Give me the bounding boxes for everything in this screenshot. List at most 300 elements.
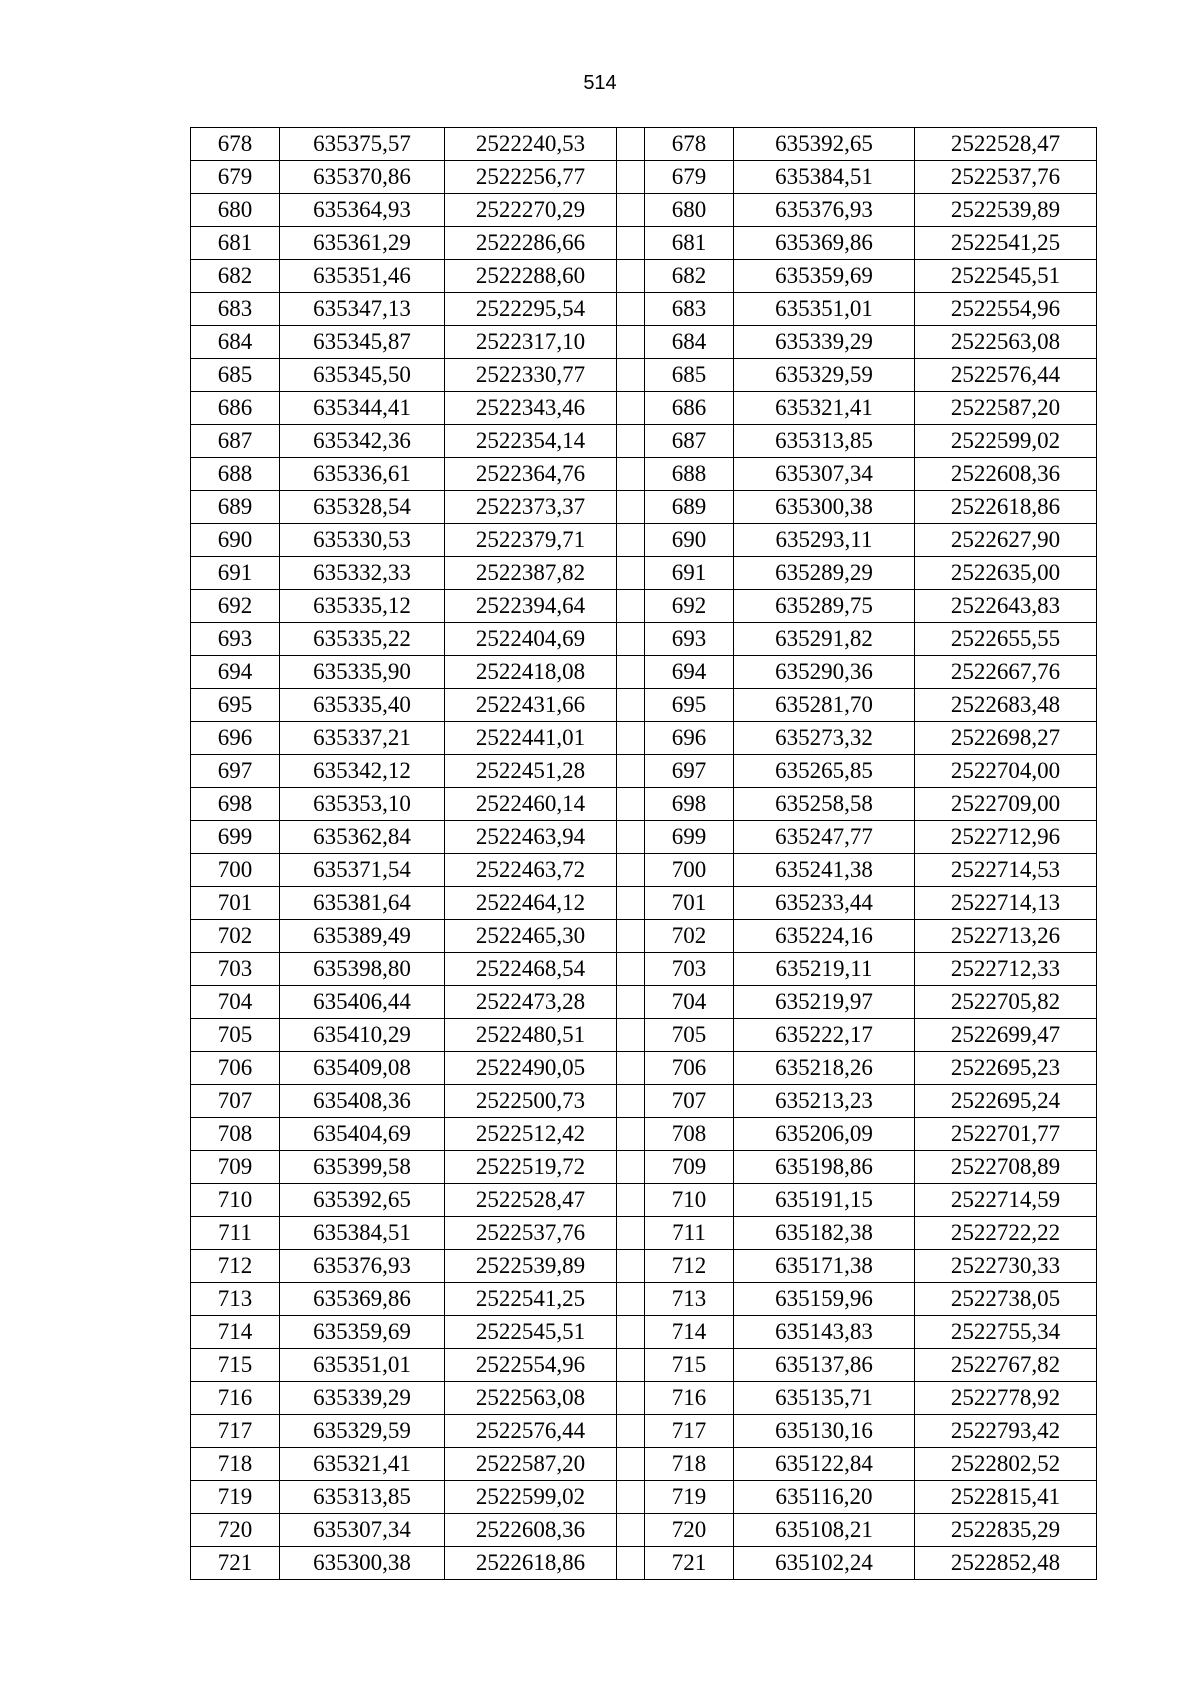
left-point-number: 692 [191, 590, 280, 623]
left-point-number: 718 [191, 1448, 280, 1481]
table-row [191, 1151, 1097, 1184]
right-x-coordinate: 635159,96 [734, 1283, 915, 1316]
right-point-number: 684 [645, 326, 734, 359]
right-y-coordinate: 2522738,05 [915, 1283, 1097, 1316]
right-x-coordinate: 635321,41 [734, 392, 915, 425]
separator-cell [617, 293, 645, 326]
left-y-coordinate: 2522343,46 [445, 392, 617, 425]
left-y-coordinate: 2522387,82 [445, 557, 617, 590]
right-point-number: 706 [645, 1052, 734, 1085]
left-y-coordinate: 2522541,25 [445, 1283, 617, 1316]
table-row [191, 524, 1097, 557]
right-x-coordinate: 635313,85 [734, 425, 915, 458]
separator-cell [617, 1316, 645, 1349]
left-point-number: 704 [191, 986, 280, 1019]
left-point-number: 702 [191, 920, 280, 953]
separator-cell [617, 227, 645, 260]
left-y-coordinate: 2522463,94 [445, 821, 617, 854]
separator-cell [617, 392, 645, 425]
right-x-coordinate: 635171,38 [734, 1250, 915, 1283]
left-x-coordinate: 635370,86 [280, 161, 445, 194]
left-y-coordinate: 2522364,76 [445, 458, 617, 491]
separator-cell [617, 590, 645, 623]
table-row [191, 1283, 1097, 1316]
right-x-coordinate: 635247,77 [734, 821, 915, 854]
left-y-coordinate: 2522539,89 [445, 1250, 617, 1283]
right-point-number: 690 [645, 524, 734, 557]
right-y-coordinate: 2522705,82 [915, 986, 1097, 1019]
table-row [191, 194, 1097, 227]
left-x-coordinate: 635381,64 [280, 887, 445, 920]
right-y-coordinate: 2522714,13 [915, 887, 1097, 920]
right-point-number: 697 [645, 755, 734, 788]
right-y-coordinate: 2522714,53 [915, 854, 1097, 887]
table-row [191, 326, 1097, 359]
left-point-number: 711 [191, 1217, 280, 1250]
table-row [191, 1349, 1097, 1382]
left-x-coordinate: 635337,21 [280, 722, 445, 755]
left-y-coordinate: 2522587,20 [445, 1448, 617, 1481]
right-x-coordinate: 635108,21 [734, 1514, 915, 1547]
table-row [191, 722, 1097, 755]
left-y-coordinate: 2522379,71 [445, 524, 617, 557]
right-x-coordinate: 635289,29 [734, 557, 915, 590]
right-point-number: 713 [645, 1283, 734, 1316]
left-x-coordinate: 635335,22 [280, 623, 445, 656]
left-y-coordinate: 2522451,28 [445, 755, 617, 788]
table-row [191, 458, 1097, 491]
left-point-number: 708 [191, 1118, 280, 1151]
separator-cell [617, 1217, 645, 1250]
table-row [191, 1019, 1097, 1052]
right-x-coordinate: 635273,32 [734, 722, 915, 755]
right-y-coordinate: 2522767,82 [915, 1349, 1097, 1382]
right-y-coordinate: 2522708,89 [915, 1151, 1097, 1184]
left-point-number: 680 [191, 194, 280, 227]
left-y-coordinate: 2522463,72 [445, 854, 617, 887]
right-x-coordinate: 635376,93 [734, 194, 915, 227]
left-y-coordinate: 2522480,51 [445, 1019, 617, 1052]
table-row [191, 1250, 1097, 1283]
right-point-number: 717 [645, 1415, 734, 1448]
table-row [191, 491, 1097, 524]
right-point-number: 698 [645, 788, 734, 821]
right-x-coordinate: 635329,59 [734, 359, 915, 392]
left-point-number: 700 [191, 854, 280, 887]
right-x-coordinate: 635281,70 [734, 689, 915, 722]
left-point-number: 709 [191, 1151, 280, 1184]
left-y-coordinate: 2522599,02 [445, 1481, 617, 1514]
left-x-coordinate: 635335,12 [280, 590, 445, 623]
right-y-coordinate: 2522701,77 [915, 1118, 1097, 1151]
right-y-coordinate: 2522852,48 [915, 1547, 1097, 1580]
left-y-coordinate: 2522576,44 [445, 1415, 617, 1448]
left-y-coordinate: 2522563,08 [445, 1382, 617, 1415]
right-x-coordinate: 635222,17 [734, 1019, 915, 1052]
separator-cell [617, 1151, 645, 1184]
right-x-coordinate: 635291,82 [734, 623, 915, 656]
left-x-coordinate: 635328,54 [280, 491, 445, 524]
separator-cell [617, 326, 645, 359]
right-y-coordinate: 2522722,22 [915, 1217, 1097, 1250]
left-y-coordinate: 2522500,73 [445, 1085, 617, 1118]
right-x-coordinate: 635290,36 [734, 656, 915, 689]
left-point-number: 712 [191, 1250, 280, 1283]
right-point-number: 693 [645, 623, 734, 656]
left-y-coordinate: 2522473,28 [445, 986, 617, 1019]
separator-cell [617, 788, 645, 821]
left-point-number: 714 [191, 1316, 280, 1349]
left-x-coordinate: 635362,84 [280, 821, 445, 854]
separator-cell [617, 1184, 645, 1217]
separator-cell [617, 722, 645, 755]
right-y-coordinate: 2522695,23 [915, 1052, 1097, 1085]
right-y-coordinate: 2522793,42 [915, 1415, 1097, 1448]
right-x-coordinate: 635130,16 [734, 1415, 915, 1448]
right-x-coordinate: 635307,34 [734, 458, 915, 491]
right-point-number: 711 [645, 1217, 734, 1250]
left-x-coordinate: 635376,93 [280, 1250, 445, 1283]
separator-cell [617, 1283, 645, 1316]
right-point-number: 689 [645, 491, 734, 524]
right-y-coordinate: 2522695,24 [915, 1085, 1097, 1118]
separator-cell [617, 953, 645, 986]
left-point-number: 683 [191, 293, 280, 326]
left-point-number: 716 [191, 1382, 280, 1415]
right-x-coordinate: 635143,83 [734, 1316, 915, 1349]
right-y-coordinate: 2522699,47 [915, 1019, 1097, 1052]
right-point-number: 694 [645, 656, 734, 689]
left-y-coordinate: 2522468,54 [445, 953, 617, 986]
right-x-coordinate: 635384,51 [734, 161, 915, 194]
right-point-number: 708 [645, 1118, 734, 1151]
right-point-number: 681 [645, 227, 734, 260]
left-point-number: 689 [191, 491, 280, 524]
right-x-coordinate: 635137,86 [734, 1349, 915, 1382]
left-y-coordinate: 2522545,51 [445, 1316, 617, 1349]
left-point-number: 697 [191, 755, 280, 788]
right-y-coordinate: 2522709,00 [915, 788, 1097, 821]
right-x-coordinate: 635102,24 [734, 1547, 915, 1580]
separator-cell [617, 359, 645, 392]
left-y-coordinate: 2522441,01 [445, 722, 617, 755]
right-point-number: 683 [645, 293, 734, 326]
separator-cell [617, 491, 645, 524]
left-point-number: 678 [191, 128, 280, 161]
left-x-coordinate: 635336,61 [280, 458, 445, 491]
separator-cell [617, 821, 645, 854]
right-x-coordinate: 635289,75 [734, 590, 915, 623]
left-x-coordinate: 635399,58 [280, 1151, 445, 1184]
right-y-coordinate: 2522714,59 [915, 1184, 1097, 1217]
separator-cell [617, 854, 645, 887]
left-x-coordinate: 635410,29 [280, 1019, 445, 1052]
left-x-coordinate: 635345,87 [280, 326, 445, 359]
right-y-coordinate: 2522667,76 [915, 656, 1097, 689]
right-point-number: 704 [645, 986, 734, 1019]
left-x-coordinate: 635351,01 [280, 1349, 445, 1382]
table-row [191, 260, 1097, 293]
left-x-coordinate: 635332,33 [280, 557, 445, 590]
table-row [191, 920, 1097, 953]
table-row [191, 1052, 1097, 1085]
right-y-coordinate: 2522655,55 [915, 623, 1097, 656]
table-row [191, 755, 1097, 788]
right-y-coordinate: 2522778,92 [915, 1382, 1097, 1415]
left-point-number: 717 [191, 1415, 280, 1448]
right-y-coordinate: 2522539,89 [915, 194, 1097, 227]
right-y-coordinate: 2522608,36 [915, 458, 1097, 491]
right-y-coordinate: 2522576,44 [915, 359, 1097, 392]
left-x-coordinate: 635313,85 [280, 1481, 445, 1514]
left-x-coordinate: 635398,80 [280, 953, 445, 986]
table-body [191, 128, 1097, 1580]
right-y-coordinate: 2522587,20 [915, 392, 1097, 425]
right-point-number: 691 [645, 557, 734, 590]
right-point-number: 699 [645, 821, 734, 854]
table-row [191, 227, 1097, 260]
separator-cell [617, 260, 645, 293]
table-row [191, 887, 1097, 920]
left-x-coordinate: 635408,36 [280, 1085, 445, 1118]
separator-cell [617, 524, 645, 557]
right-point-number: 716 [645, 1382, 734, 1415]
right-x-coordinate: 635206,09 [734, 1118, 915, 1151]
left-y-coordinate: 2522286,66 [445, 227, 617, 260]
table-row [191, 1085, 1097, 1118]
left-x-coordinate: 635342,12 [280, 755, 445, 788]
table-row [191, 293, 1097, 326]
separator-cell [617, 1481, 645, 1514]
left-y-coordinate: 2522256,77 [445, 161, 617, 194]
left-point-number: 688 [191, 458, 280, 491]
left-point-number: 690 [191, 524, 280, 557]
table-row [191, 689, 1097, 722]
right-x-coordinate: 635233,44 [734, 887, 915, 920]
separator-cell [617, 1085, 645, 1118]
left-y-coordinate: 2522528,47 [445, 1184, 617, 1217]
separator-cell [617, 623, 645, 656]
left-x-coordinate: 635409,08 [280, 1052, 445, 1085]
left-x-coordinate: 635330,53 [280, 524, 445, 557]
separator-cell [617, 1448, 645, 1481]
right-x-coordinate: 635213,23 [734, 1085, 915, 1118]
right-x-coordinate: 635258,58 [734, 788, 915, 821]
separator-cell [617, 557, 645, 590]
right-point-number: 685 [645, 359, 734, 392]
table-row [191, 1118, 1097, 1151]
separator-cell [617, 425, 645, 458]
right-x-coordinate: 635116,20 [734, 1481, 915, 1514]
left-x-coordinate: 635300,38 [280, 1547, 445, 1580]
left-x-coordinate: 635321,41 [280, 1448, 445, 1481]
separator-cell [617, 1052, 645, 1085]
left-x-coordinate: 635353,10 [280, 788, 445, 821]
right-y-coordinate: 2522815,41 [915, 1481, 1097, 1514]
separator-cell [617, 1382, 645, 1415]
right-point-number: 682 [645, 260, 734, 293]
separator-cell [617, 656, 645, 689]
left-y-coordinate: 2522490,05 [445, 1052, 617, 1085]
right-point-number: 709 [645, 1151, 734, 1184]
separator-cell [617, 755, 645, 788]
right-x-coordinate: 635241,38 [734, 854, 915, 887]
table-row [191, 1382, 1097, 1415]
left-point-number: 693 [191, 623, 280, 656]
left-y-coordinate: 2522404,69 [445, 623, 617, 656]
left-y-coordinate: 2522608,36 [445, 1514, 617, 1547]
right-point-number: 678 [645, 128, 734, 161]
left-x-coordinate: 635307,34 [280, 1514, 445, 1547]
page-number: 514 [583, 72, 617, 94]
left-point-number: 715 [191, 1349, 280, 1382]
table-row [191, 623, 1097, 656]
right-x-coordinate: 635359,69 [734, 260, 915, 293]
separator-cell [617, 1415, 645, 1448]
right-y-coordinate: 2522627,90 [915, 524, 1097, 557]
left-point-number: 682 [191, 260, 280, 293]
left-y-coordinate: 2522373,37 [445, 491, 617, 524]
right-x-coordinate: 635135,71 [734, 1382, 915, 1415]
right-x-coordinate: 635392,65 [734, 128, 915, 161]
right-y-coordinate: 2522713,26 [915, 920, 1097, 953]
left-y-coordinate: 2522519,72 [445, 1151, 617, 1184]
table-row [191, 788, 1097, 821]
table-row [191, 590, 1097, 623]
left-y-coordinate: 2522317,10 [445, 326, 617, 359]
left-x-coordinate: 635406,44 [280, 986, 445, 1019]
separator-cell [617, 920, 645, 953]
left-y-coordinate: 2522465,30 [445, 920, 617, 953]
table-row [191, 854, 1097, 887]
table-row [191, 392, 1097, 425]
left-y-coordinate: 2522330,77 [445, 359, 617, 392]
left-point-number: 696 [191, 722, 280, 755]
right-y-coordinate: 2522599,02 [915, 425, 1097, 458]
separator-cell [617, 1547, 645, 1580]
left-x-coordinate: 635392,65 [280, 1184, 445, 1217]
table-row [191, 1184, 1097, 1217]
right-point-number: 715 [645, 1349, 734, 1382]
right-x-coordinate: 635219,11 [734, 953, 915, 986]
right-x-coordinate: 635265,85 [734, 755, 915, 788]
right-point-number: 695 [645, 689, 734, 722]
left-x-coordinate: 635364,93 [280, 194, 445, 227]
right-y-coordinate: 2522554,96 [915, 293, 1097, 326]
left-point-number: 698 [191, 788, 280, 821]
right-y-coordinate: 2522704,00 [915, 755, 1097, 788]
table-row [191, 161, 1097, 194]
separator-cell [617, 128, 645, 161]
left-point-number: 707 [191, 1085, 280, 1118]
separator-cell [617, 1514, 645, 1547]
table-row [191, 821, 1097, 854]
separator-cell [617, 1019, 645, 1052]
left-x-coordinate: 635342,36 [280, 425, 445, 458]
left-point-number: 691 [191, 557, 280, 590]
table-row [191, 1448, 1097, 1481]
right-y-coordinate: 2522730,33 [915, 1250, 1097, 1283]
separator-cell [617, 458, 645, 491]
left-y-coordinate: 2522270,29 [445, 194, 617, 227]
left-point-number: 694 [191, 656, 280, 689]
left-x-coordinate: 635335,40 [280, 689, 445, 722]
left-point-number: 720 [191, 1514, 280, 1547]
right-point-number: 679 [645, 161, 734, 194]
right-x-coordinate: 635369,86 [734, 227, 915, 260]
right-x-coordinate: 635351,01 [734, 293, 915, 326]
table-row [191, 128, 1097, 161]
right-point-number: 688 [645, 458, 734, 491]
right-point-number: 719 [645, 1481, 734, 1514]
left-x-coordinate: 635344,41 [280, 392, 445, 425]
right-point-number: 702 [645, 920, 734, 953]
right-point-number: 703 [645, 953, 734, 986]
left-point-number: 686 [191, 392, 280, 425]
left-x-coordinate: 635375,57 [280, 128, 445, 161]
left-point-number: 713 [191, 1283, 280, 1316]
separator-cell [617, 887, 645, 920]
right-x-coordinate: 635339,29 [734, 326, 915, 359]
separator-cell [617, 161, 645, 194]
right-y-coordinate: 2522528,47 [915, 128, 1097, 161]
left-y-coordinate: 2522537,76 [445, 1217, 617, 1250]
table-row [191, 1316, 1097, 1349]
right-point-number: 707 [645, 1085, 734, 1118]
left-point-number: 705 [191, 1019, 280, 1052]
right-y-coordinate: 2522537,76 [915, 161, 1097, 194]
left-x-coordinate: 635339,29 [280, 1382, 445, 1415]
right-y-coordinate: 2522618,86 [915, 491, 1097, 524]
left-point-number: 685 [191, 359, 280, 392]
table-row [191, 656, 1097, 689]
left-y-coordinate: 2522431,66 [445, 689, 617, 722]
right-y-coordinate: 2522541,25 [915, 227, 1097, 260]
right-point-number: 692 [645, 590, 734, 623]
left-point-number: 687 [191, 425, 280, 458]
table-row [191, 1481, 1097, 1514]
right-point-number: 718 [645, 1448, 734, 1481]
left-point-number: 699 [191, 821, 280, 854]
right-x-coordinate: 635219,97 [734, 986, 915, 1019]
left-x-coordinate: 635361,29 [280, 227, 445, 260]
left-x-coordinate: 635351,46 [280, 260, 445, 293]
table-row [191, 1514, 1097, 1547]
left-point-number: 684 [191, 326, 280, 359]
right-point-number: 701 [645, 887, 734, 920]
right-x-coordinate: 635224,16 [734, 920, 915, 953]
table-row [191, 953, 1097, 986]
left-point-number: 695 [191, 689, 280, 722]
right-y-coordinate: 2522802,52 [915, 1448, 1097, 1481]
left-y-coordinate: 2522512,42 [445, 1118, 617, 1151]
table-row [191, 1217, 1097, 1250]
right-y-coordinate: 2522755,34 [915, 1316, 1097, 1349]
left-y-coordinate: 2522554,96 [445, 1349, 617, 1382]
left-point-number: 710 [191, 1184, 280, 1217]
right-point-number: 714 [645, 1316, 734, 1349]
separator-cell [617, 986, 645, 1019]
left-x-coordinate: 635345,50 [280, 359, 445, 392]
separator-cell [617, 194, 645, 227]
right-x-coordinate: 635182,38 [734, 1217, 915, 1250]
right-point-number: 705 [645, 1019, 734, 1052]
right-point-number: 687 [645, 425, 734, 458]
table-row [191, 359, 1097, 392]
left-x-coordinate: 635404,69 [280, 1118, 445, 1151]
coordinates-table [190, 127, 1097, 1580]
table-row [191, 986, 1097, 1019]
